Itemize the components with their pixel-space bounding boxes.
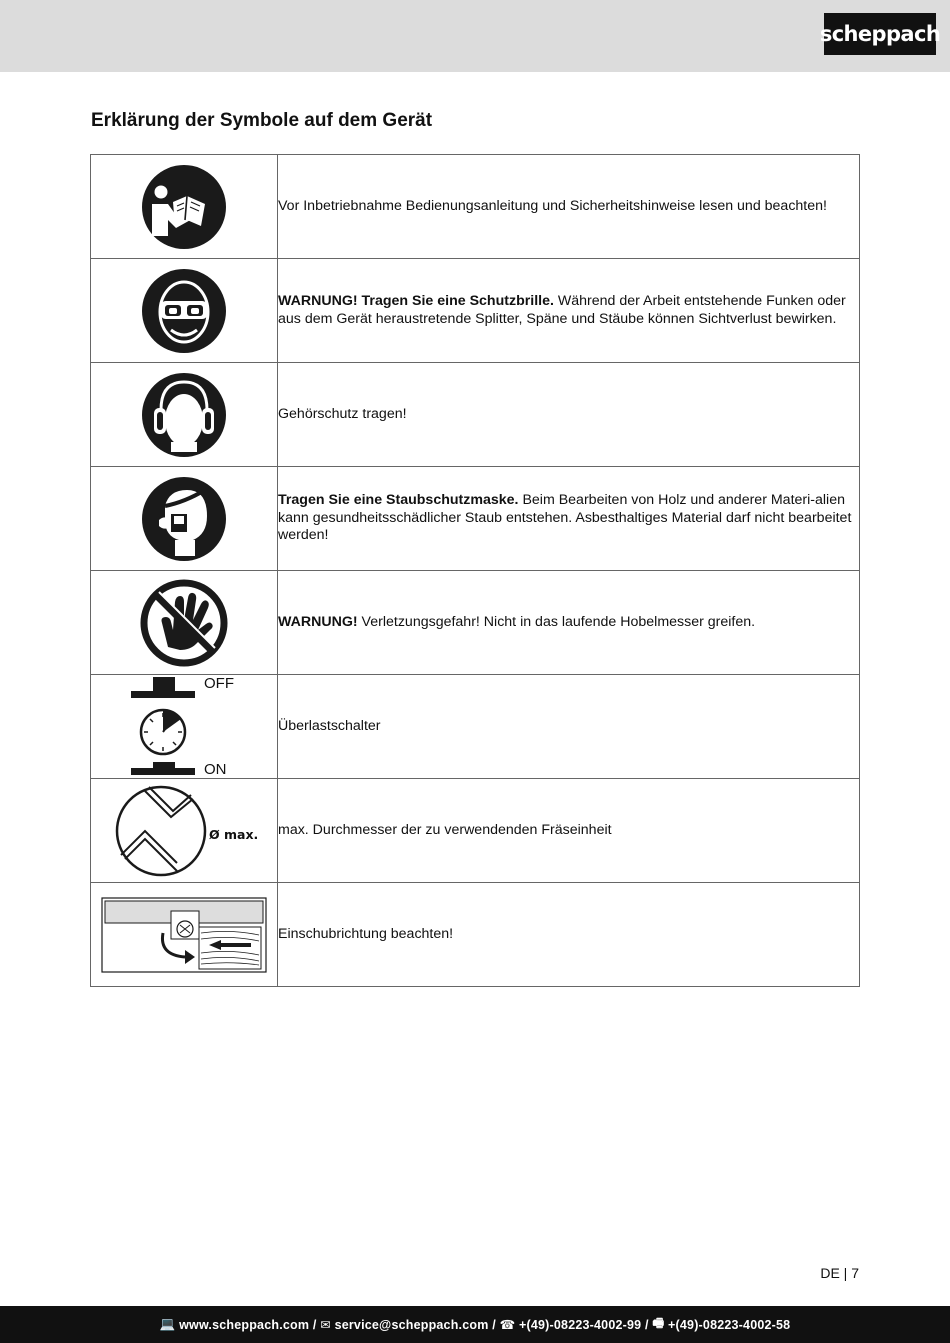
- row-text: Beim Bearbeiten von Holz und anderer Materi-alien kann gesundheitsschädlicher Staub entstehen. Asbesthaltiges Material darf nicht bearbeitet werden!: [278, 492, 852, 544]
- footer-separator: /: [488, 1317, 500, 1332]
- row-text: Vor Inbetriebnahme Bedienungsanleitung und Sicherheitshinweise lesen und beachten!: [278, 197, 827, 214]
- page-number-value: 7: [851, 1265, 859, 1281]
- footer-bar: [0, 1306, 950, 1343]
- monitor-icon: 💻: [159, 1317, 180, 1331]
- table-row: [91, 779, 860, 883]
- header-band: [0, 0, 950, 72]
- page-separator: |: [843, 1265, 848, 1281]
- row-text: Während der Arbeit entstehende Funken oder aus dem Gerät heraustretende Splitter, Späne und Stäube können Sichtverlust bewirken.: [278, 293, 846, 327]
- page-lang: DE: [820, 1265, 840, 1281]
- table-row: [91, 155, 860, 259]
- row-bold: Tragen Sie eine Staubschutzmaske.: [278, 492, 519, 509]
- table-row: [91, 883, 860, 987]
- footer-email[interactable]: service@scheppach.com: [334, 1317, 489, 1332]
- page-title: Erklärung der Symbole auf dem Gerät: [91, 110, 433, 131]
- footer-phone: +(49)-08223-4002-99: [519, 1317, 642, 1332]
- ear-protection-icon: [141, 372, 227, 458]
- footer-fax: +(49)-08223-4002-58: [668, 1317, 791, 1332]
- symbols-table: [90, 154, 860, 987]
- safety-goggles-icon: [141, 268, 227, 354]
- dust-mask-icon: [141, 476, 227, 562]
- read-manual-icon: [141, 164, 227, 250]
- row-text: Einschubrichtung beachten!: [278, 925, 454, 942]
- table-row: [91, 675, 860, 779]
- scheppach-logo: [819, 13, 941, 55]
- table-row: [91, 571, 860, 675]
- no-hands-icon: [138, 577, 230, 669]
- row-text: Überlastschalter: [278, 717, 381, 734]
- overload-switch-icon: [91, 675, 277, 778]
- row-text: Verletzungsgefahr! Nicht in das laufende Hobelmesser greifen.: [357, 613, 756, 630]
- logo-text: scheppach: [819, 22, 941, 46]
- max-label: Ø max.: [209, 827, 259, 842]
- table-row: [91, 259, 860, 363]
- off-label: OFF: [204, 675, 234, 692]
- feed-direction-icon: [101, 897, 267, 973]
- row-text: Gehörschutz tragen!: [278, 405, 407, 422]
- mail-icon: ✉: [320, 1318, 335, 1332]
- row-text: max. Durchmesser der zu verwendenden Fräseinheit: [278, 821, 612, 838]
- table-row: [91, 467, 860, 571]
- footer-separator: /: [641, 1317, 653, 1332]
- phone-icon: ☎: [499, 1318, 520, 1332]
- footer-web[interactable]: www.scheppach.com: [179, 1317, 310, 1332]
- row-bold: WARNUNG! Tragen Sie eine Schutzbrille.: [278, 293, 554, 310]
- on-label: ON: [204, 761, 227, 778]
- footer-separator: /: [309, 1317, 321, 1332]
- page-number: [820, 1265, 859, 1281]
- fax-icon: 🖷: [652, 1316, 669, 1330]
- row-bold: WARNUNG!: [278, 613, 358, 630]
- table-row: [91, 363, 860, 467]
